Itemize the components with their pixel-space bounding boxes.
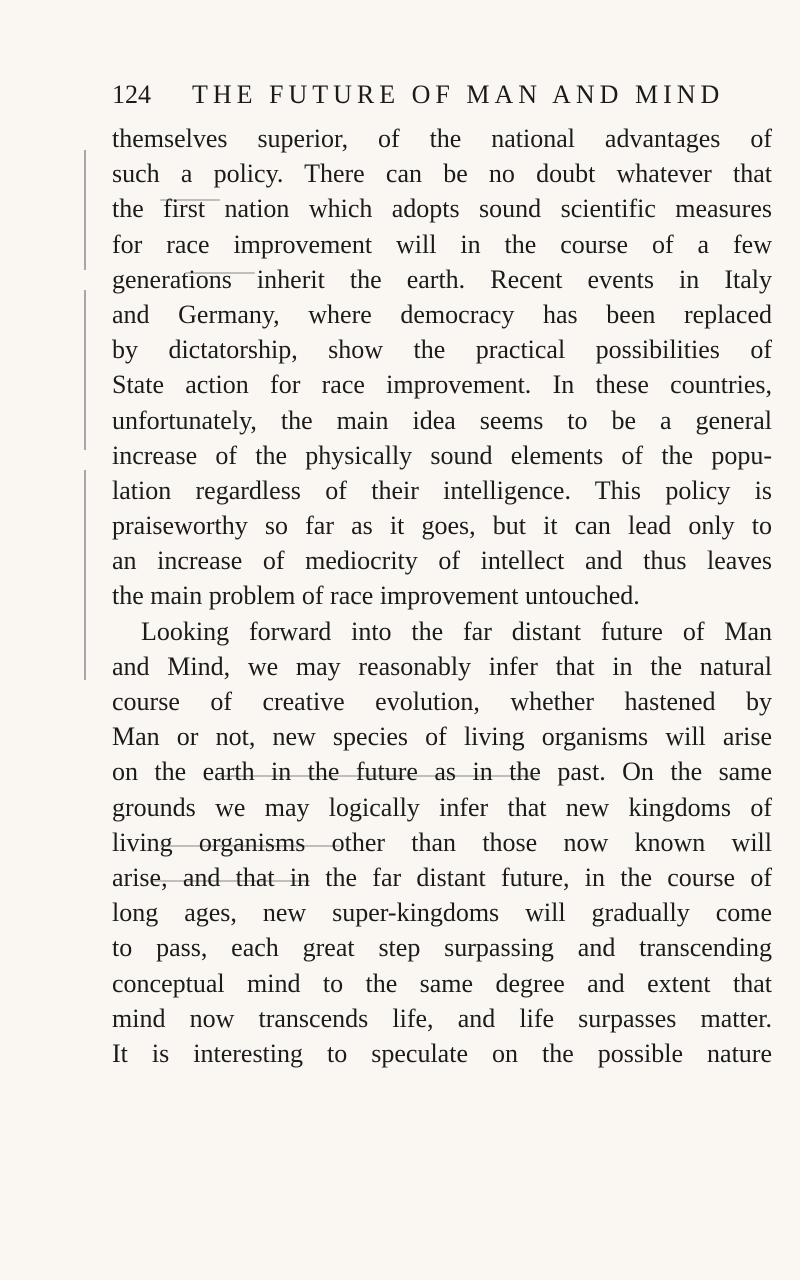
body-text	[112, 121, 772, 1071]
text-line: long ages, new super-kingdoms will gradually come	[112, 898, 772, 928]
text-line: and Germany, where democracy has been replaced	[112, 299, 772, 329]
margin-pencil-mark	[84, 470, 86, 680]
text-line: generations inherit the earth. Recent events in Italy	[112, 264, 772, 294]
text-line: grounds we may logically infer that new kingdoms of	[112, 792, 772, 822]
text-line: mind now transcends life, and life surpasses matter.	[112, 1003, 772, 1033]
text-line: an increase of mediocrity of intellect and thus leaves	[112, 546, 772, 576]
text-line: by dictatorship, show the practical possibilities of	[112, 335, 772, 365]
text-line: conceptual mind to the same degree and extent that	[112, 968, 772, 998]
page-number: 124	[112, 80, 151, 109]
text-line: arise, and that in the far distant future, in the course of	[112, 862, 772, 892]
text-line: and Mind, we may reasonably infer that in the natural	[112, 651, 772, 681]
text-line: on the earth in the future as in the past. On the same	[112, 757, 772, 787]
text-line: unfortunately, the main idea seems to be a general	[112, 405, 772, 435]
text-line: the first nation which adopts sound scientific measures	[112, 194, 772, 224]
text-line: course of creative evolution, whether hastened by	[112, 687, 772, 716]
text-line: lation regardless of their intelligence. This policy is	[112, 475, 772, 505]
text-line: such a policy. There can be no doubt whatever that	[112, 159, 772, 189]
page-header	[112, 80, 772, 116]
text-line: themselves superior, of the national advantages of	[112, 124, 772, 153]
text-line: increase of the physically sound elements of the popu-	[112, 440, 772, 470]
text-line: living organisms other than those now known will	[112, 827, 772, 857]
text-line: the main problem of race improvement untouched.	[112, 581, 640, 611]
margin-pencil-mark	[84, 290, 86, 450]
text-line: Looking forward into the far distant future of Man	[141, 616, 772, 646]
text-line: It is interesting to speculate on the possible nature	[112, 1038, 772, 1068]
text-line: to pass, each great step surpassing and transcending	[112, 933, 772, 963]
text-line: praiseworthy so far as it goes, but it can lead only to	[112, 511, 772, 541]
margin-pencil-mark	[84, 150, 86, 270]
running-title: THE FUTURE OF MAN AND MIND	[192, 80, 725, 109]
text-line: State action for race improvement. In these countries,	[112, 370, 772, 400]
text-line: for race improvement will in the course of a few	[112, 229, 772, 259]
text-line: Man or not, new species of living organisms will arise	[112, 722, 772, 752]
